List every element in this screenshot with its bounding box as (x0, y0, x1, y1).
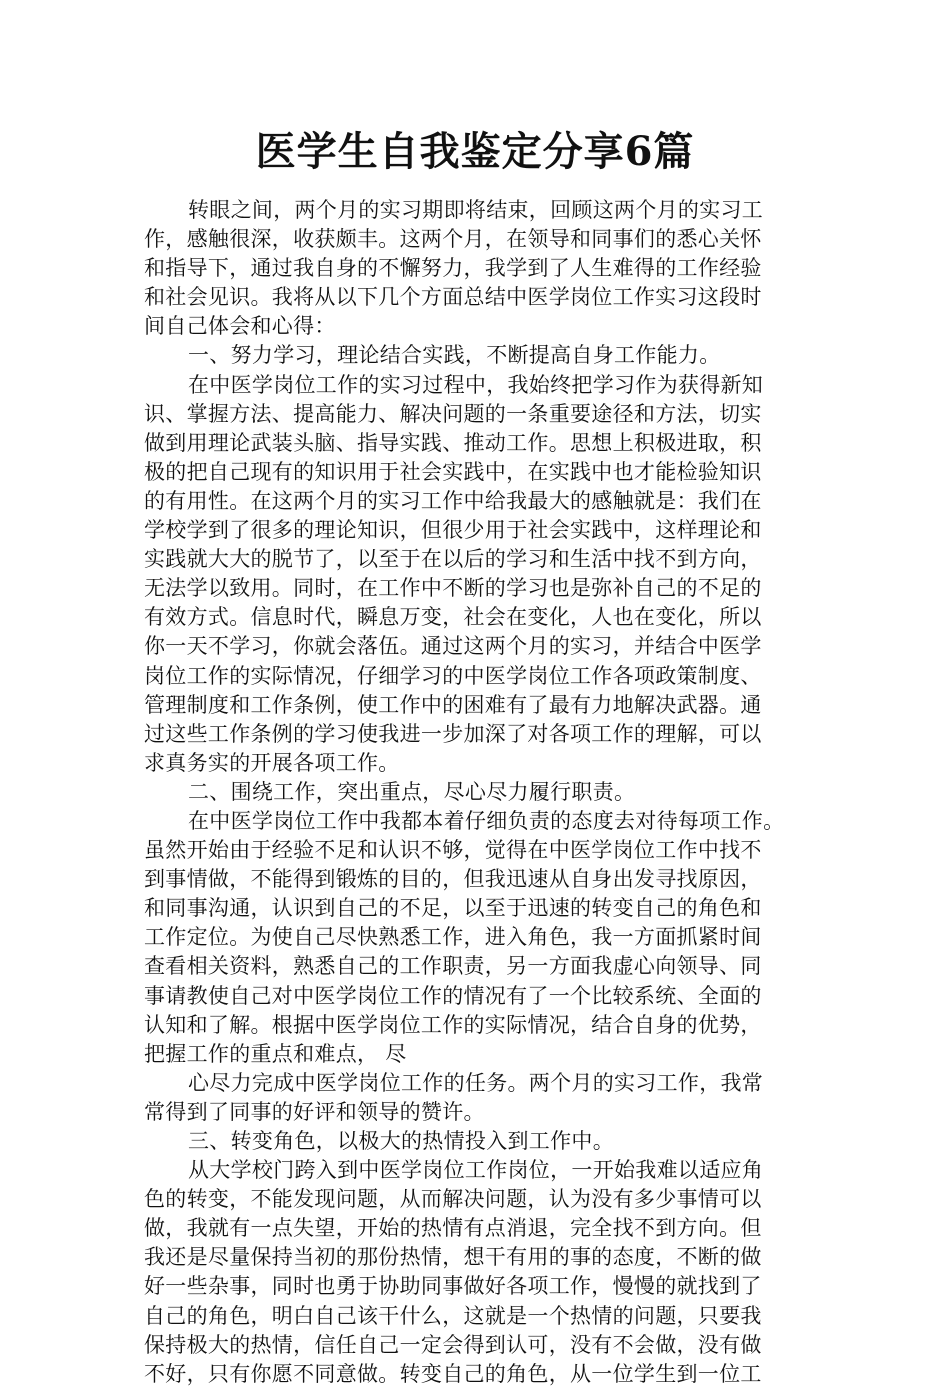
body-line: 作，感触很深，收获颇丰。这两个月，在领导和同事们的悉心关怀 (144, 227, 762, 252)
body-line: 岗位工作的实际情况，仔细学习的中医学岗位工作各项政策制度、 (144, 663, 762, 688)
body-line: 一、努力学习，理论结合实践，不断提高自身工作能力。 (188, 343, 721, 368)
body-line: 常得到了同事的好评和领导的赞许。 (144, 1099, 485, 1124)
body-line: 做，我就有一点失望，开始的热情有点消退，完全找不到方向。但 (144, 1216, 762, 1241)
document-body (144, 196, 812, 1389)
body-line: 求真务实的开展各项工作。 (144, 750, 400, 775)
document-title: 医学生自我鉴定分享6篇 (255, 128, 695, 175)
body-line: 极的把自己现有的知识用于社会实践中，在实践中也才能检验知识 (144, 459, 762, 484)
body-line: 自己的角色，明白自己该干什么，这就是一个热情的问题，只要我 (144, 1303, 762, 1328)
body-line: 间自己体会和心得： (144, 314, 336, 339)
body-line: 工作定位。为使自己尽快熟悉工作，进入角色，我一方面抓紧时间 (144, 925, 762, 950)
body-line: 实践就大大的脱节了，以至于在以后的学习和生活中找不到方向， (144, 547, 762, 572)
body-line: 学校学到了很多的理论知识，但很少用于社会实践中，这样理论和 (144, 518, 762, 543)
body-line: 识、掌握方法、提高能力、解决问题的一条重要途径和方法，切实 (144, 401, 762, 426)
body-line: 的有用性。在这两个月的实习工作中给我最大的感触就是：我们在 (144, 488, 762, 513)
body-line: 转眼之间，两个月的实习期即将结束，回顾这两个月的实习工 (188, 198, 764, 222)
body-line: 你一天不学习，你就会落伍。通过这两个月的实习，并结合中医学 (144, 634, 762, 659)
body-line: 好一些杂事，同时也勇于协助同事做好各项工作，慢慢的就找到了 (144, 1274, 762, 1299)
body-line: 色的转变，不能发现问题，从而解决问题，认为没有多少事情可以 (144, 1187, 762, 1212)
body-line: 从大学校门跨入到中医学岗位工作岗位，一开始我难以适应角 (188, 1158, 764, 1183)
body-line: 不好，只有你愿不同意做。转变自己的角色，从一位学生到一位工 (144, 1361, 762, 1386)
body-line: 和同事沟通，认识到自己的不足，以至于迅速的转变自己的角色和 (144, 896, 762, 921)
body-line: 在中医学岗位工作的实习过程中，我始终把学习作为获得新知 (188, 372, 764, 397)
body-line: 管理制度和工作条例，使工作中的困难有了最有力地解决武器。通 (144, 692, 762, 717)
body-line: 三、转变角色，以极大的热情投入到工作中。 (188, 1129, 614, 1153)
body-line: 和指导下，通过我自身的不懈努力，我学到了人生难得的工作经验 (144, 256, 762, 281)
body-line: 心尽力完成中医学岗位工作的任务。两个月的实习工作，我常 (188, 1070, 764, 1095)
body-line: 二、围绕工作，突出重点，尽心尽力履行职责。 (188, 779, 636, 804)
body-line: 和社会见识。我将从以下几个方面总结中医学岗位工作实习这段时 (144, 285, 762, 310)
body-line: 做到用理论武装头脑、指导实践、推动工作。思想上积极进取，积 (144, 430, 762, 455)
body-line: 我还是尽量保持当初的那份热情，想干有用的事的态度，不断的做 (144, 1245, 762, 1270)
body-line: 无法学以致用。同时，在工作中不断的学习也是弥补自己的不足的 (144, 576, 762, 601)
body-line: 认知和了解。根据中医学岗位工作的实际情况，结合自身的优势， (144, 1012, 762, 1037)
body-line: 过这些工作条例的学习使我进一步加深了对各项工作的理解，可以 (144, 721, 762, 746)
body-line: 把握工作的重点和难点， 尽 (144, 1041, 407, 1066)
body-line: 有效方式。信息时代，瞬息万变，社会在变化，人也在变化，所以 (144, 605, 762, 630)
body-line: 保持极大的热情，信任自己一定会得到认可，没有不会做，没有做 (144, 1332, 762, 1357)
body-line: 查看相关资料，熟悉自己的工作职责，另一方面我虚心向领导、同 (144, 954, 762, 979)
body-line: 虽然开始由于经验不足和认识不够，觉得在中医学岗位工作中找不 (144, 838, 762, 863)
body-line: 事请教使自己对中医学岗位工作的情况有了一个比较系统、全面的 (144, 983, 762, 1008)
body-line: 在中医学岗位工作中我都本着仔细负责的态度去对待每项工作。 (188, 808, 785, 833)
body-line: 到事情做，不能得到锻炼的目的，但我迅速从自身出发寻找原因， (144, 867, 762, 892)
